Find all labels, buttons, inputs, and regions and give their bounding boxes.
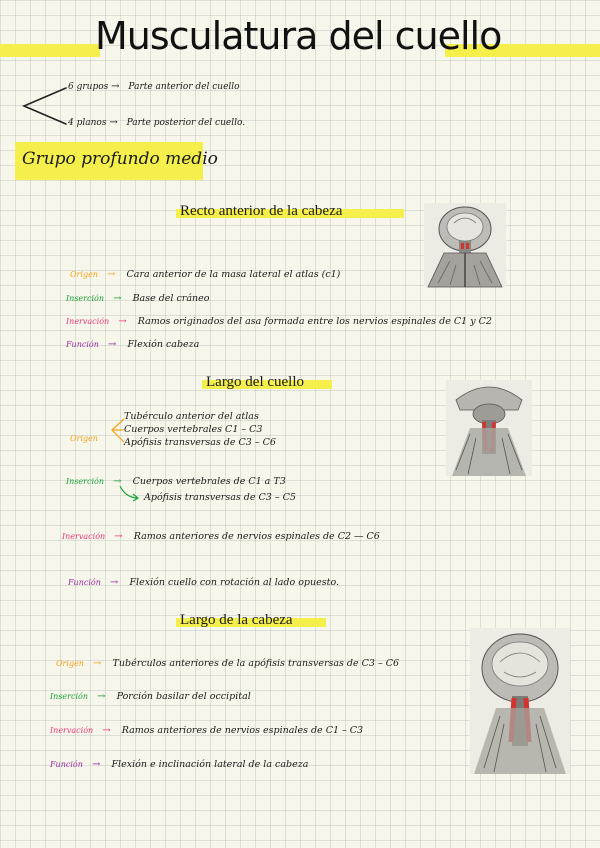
arrow-icon: → [107, 339, 117, 350]
inervacion-label: Inervación [62, 532, 106, 541]
title-highlight-left [0, 44, 100, 57]
intro-line-2 [68, 117, 245, 128]
intro-label-2: planos [76, 118, 107, 128]
section1-inervacion-row [66, 309, 492, 328]
arrow-icon: → [91, 759, 101, 770]
origen-value: Tubérculos anteriores de la apófisis transversas de C3 – C6 [112, 658, 400, 669]
arrow-icon: → [97, 691, 106, 702]
funcion-value: Flexión cabeza [127, 339, 200, 350]
section2-origen-label-row [70, 426, 102, 445]
arrow-icon: → [109, 117, 118, 128]
page-title: Musculatura del cuello [95, 14, 502, 58]
arrow-icon: → [109, 577, 119, 588]
arrow-icon: → [107, 269, 116, 280]
origen-label: Origen [70, 270, 98, 279]
section-title-largo-cuello: Largo del cuello [206, 374, 305, 390]
origen-item: Apófisis transversas de C3 – C6 [124, 437, 276, 448]
section3-insercion-row [50, 684, 251, 703]
anatomy-illustration-2 [446, 380, 532, 476]
origen-value: Cara anterior de la masa lateral el atlas (c1) [126, 269, 341, 280]
insercion-value: Base del cráneo [132, 293, 210, 304]
origen-item: Tubérculo anterior del atlas [124, 411, 259, 422]
insercion-branch-arrow-icon [118, 484, 140, 502]
inervacion-value: Ramos originados del asa formada entre los nervios espinales de C1 y C2 [137, 316, 492, 327]
intro-count-2: 4 [68, 118, 74, 128]
insercion-value-2: Apófisis transversas de C3 – C5 [144, 492, 296, 503]
section1-funcion-row [66, 332, 199, 351]
intro-desc-1: Parte anterior del cuello [128, 82, 240, 92]
section-title-largo-cabeza: Largo de la cabeza [180, 612, 293, 628]
origen-item: Cuerpos vertebrales C1 – C3 [124, 424, 263, 435]
anatomy-illustration-1 [424, 203, 506, 287]
arrow-icon: → [93, 658, 102, 669]
insercion-value: Porción basilar del occipital [116, 691, 251, 702]
intro-bracket-icon [20, 84, 70, 128]
section2-inervacion-row [62, 524, 380, 543]
section1-insercion-row [66, 286, 209, 305]
origen-label: Origen [56, 659, 84, 668]
inervacion-label: Inervación [66, 317, 110, 326]
funcion-value: Flexión e inclinación lateral de la cabeza [111, 759, 309, 770]
intro-desc-2: Parte posterior del cuello. [126, 118, 246, 128]
origen-label: Origen [70, 434, 98, 443]
intro-line-1 [68, 81, 240, 92]
section2-funcion-row [68, 570, 339, 589]
insercion-value: Cuerpos vertebrales de C1 a T3 [132, 476, 286, 487]
intro-label-1: grupos [76, 82, 109, 92]
insercion-label: Inserción [66, 477, 104, 486]
insercion-label: Inserción [50, 692, 88, 701]
anatomy-illustration-3 [470, 628, 570, 774]
section1-origen-row [70, 262, 340, 281]
arrow-icon: → [113, 476, 122, 487]
intro-count-1: 6 [68, 82, 74, 92]
funcion-label: Función [68, 578, 101, 587]
section3-inervacion-row [50, 718, 363, 737]
section3-origen-row [56, 651, 399, 670]
funcion-label: Función [66, 340, 99, 349]
inervacion-value: Ramos anteriores de nervios espinales de C2 — C6 [133, 531, 380, 542]
arrow-icon: → [113, 293, 122, 304]
section2-insercion-row [66, 469, 286, 488]
arrow-icon: → [114, 531, 123, 542]
inervacion-label: Inervación [50, 726, 94, 735]
arrow-icon: → [118, 316, 127, 327]
section-title-recto: Recto anterior de la cabeza [180, 203, 343, 219]
funcion-label: Función [50, 760, 83, 769]
funcion-value: Flexión cuello con rotación al lado opuesto. [129, 577, 340, 588]
insercion-label: Inserción [66, 294, 104, 303]
section3-funcion-row [50, 752, 308, 771]
arrow-icon: → [102, 725, 111, 736]
inervacion-value: Ramos anteriores de nervios espinales de C1 – C3 [121, 725, 364, 736]
group-title: Grupo profundo medio [22, 149, 218, 169]
arrow-icon: → [111, 81, 120, 92]
